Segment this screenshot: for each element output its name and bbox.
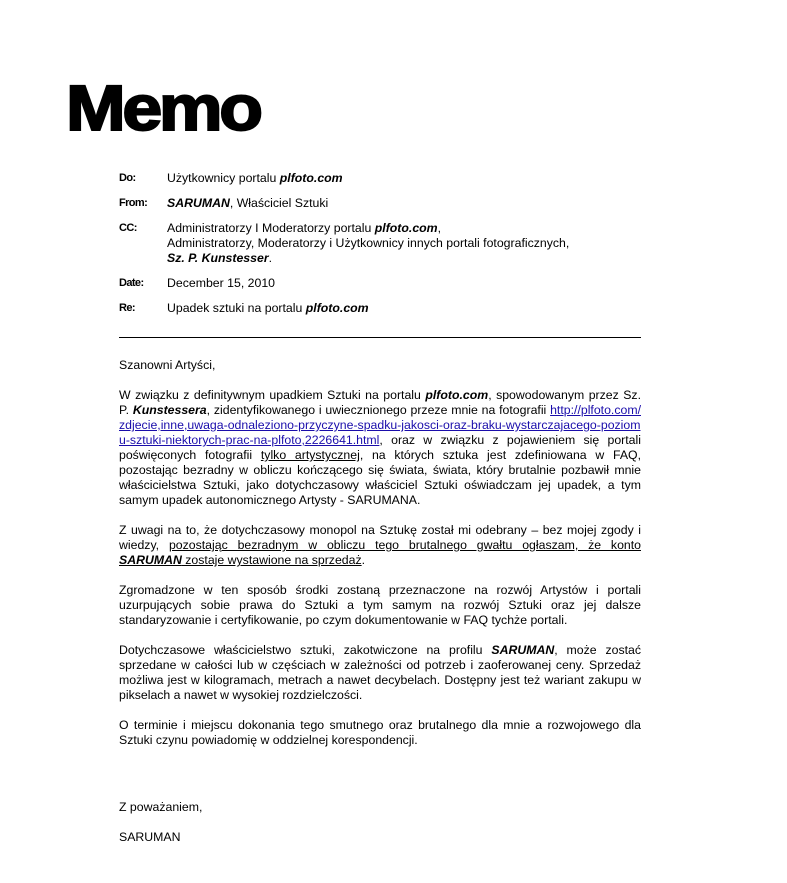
header-row-date bbox=[119, 276, 649, 291]
memo-closing bbox=[119, 800, 202, 860]
memo-title: Memo bbox=[66, 72, 260, 144]
signature: SARUMAN bbox=[119, 830, 181, 844]
regards: Z poważaniem, bbox=[119, 800, 203, 814]
p2-underlined-b: zostaje wystawione na sprzedaż bbox=[181, 553, 362, 567]
from-label: From: bbox=[119, 197, 148, 209]
cc-line1 bbox=[167, 221, 649, 236]
p2-text-a: Z uwagi na to, że dotychczasowy monopol na Sztukę został mi odebrany – bez mojej zgody i wiedzy, bbox=[119, 523, 641, 552]
header-row-cc bbox=[119, 221, 649, 266]
p1-text-h: , na których sztuka jest zdefiniowana w FAQ, pozostając bezradny w obliczu kończącego się świata, świata, który brutalnie pozbawił mnie właścicielstwa Sztuki, jako dotychczasowy właściciel Sztuki oświadczam jej upadek, a tym samym upadek autonomicznego Artysty - SARUMANA. bbox=[119, 448, 641, 507]
cc-line3-bold: Sz. P. Kunstesser bbox=[167, 251, 269, 265]
p4-bold-account: SARUMAN bbox=[491, 643, 555, 657]
to-bold: plfoto.com bbox=[279, 171, 343, 185]
cc-value bbox=[167, 221, 649, 266]
header-row-to bbox=[119, 171, 649, 186]
p4-text-c: , może zostać sprzedane w całości lub w częściach w zależności od potrzeb i zaoferowanej ceny. Sprzedaż możliwa jest w kilogramach, metrach a nawet decybelach. Dostępny jest też wariant zakupu w pikselach a nawet w wysokiej rozdzielczości. bbox=[119, 643, 641, 702]
p1-text-a: W związku z definitywnym upadkiem Sztuki na portalu bbox=[119, 388, 426, 402]
memo-body bbox=[119, 358, 641, 763]
to-label: Do: bbox=[119, 172, 136, 184]
photo-link[interactable]: http://plfoto.com/zdjecie,inne,uwaga-odnaleziono-przyczyne-spadku-jakosci-oraz-braku-wystarczajacego-poziomu-sztuki-niektorych-prac-na-plfoto,2226641.html bbox=[119, 403, 641, 447]
memo-header bbox=[119, 171, 649, 326]
cc-label: CC: bbox=[119, 222, 137, 234]
cc-line1-bold: plfoto.com bbox=[374, 221, 438, 235]
cc-line3 bbox=[167, 251, 649, 266]
re-bold: plfoto.com bbox=[305, 301, 369, 315]
re-value bbox=[167, 301, 649, 316]
re-prefix: Upadek sztuki na portalu bbox=[167, 301, 306, 315]
from-rest: , Właściciel Sztuki bbox=[229, 196, 329, 210]
paragraph-4 bbox=[119, 643, 641, 703]
date-label: Date: bbox=[119, 277, 144, 289]
p1-underlined: tylko artystycznej bbox=[260, 448, 360, 462]
cc-line2: Administratorzy, Moderatorzy i Użytkownicy innych portali fotograficznych, bbox=[167, 236, 570, 250]
header-divider bbox=[119, 337, 641, 338]
header-row-re bbox=[119, 301, 649, 316]
from-value bbox=[167, 196, 649, 211]
paragraph-2 bbox=[119, 523, 641, 568]
cc-line1-prefix: Administratorzy I Moderatorzy portalu bbox=[167, 221, 375, 235]
cc-line1-suffix: , bbox=[437, 221, 442, 235]
p2-underlined-a: pozostając bezradnym w obliczu tego brutalnego gwałtu ogłaszam, że konto bbox=[168, 538, 641, 552]
greeting: Szanowni Artyści, bbox=[119, 358, 216, 372]
p1-bold-site: plfoto.com bbox=[425, 388, 489, 402]
p1-text-c: , spowodowanym przez Sz. P. bbox=[119, 388, 641, 417]
p2-text-e: . bbox=[361, 553, 366, 567]
to-value bbox=[167, 171, 649, 186]
date-value: December 15, 2010 bbox=[167, 276, 276, 290]
re-label: Re: bbox=[119, 302, 135, 314]
p4-text-a: Dotychczasowe właścicielstwo sztuki, zakotwiczone na profilu bbox=[119, 643, 492, 657]
p1-text-f: , oraz w związku z pojawieniem się portali poświęconych fotografii bbox=[119, 433, 641, 462]
p2-bold-account: SARUMAN bbox=[119, 553, 182, 567]
header-row-from bbox=[119, 196, 649, 211]
paragraph-5: O terminie i miejscu dokonania tego smutnego oraz brutalnego dla mnie a rozwojowego dla Sztuki czynu powiadomię w oddzielnej korespondencji. bbox=[119, 718, 641, 747]
p1-text-e: , zidentyfikowanego i uwiecznionego przeze mnie na fotografii bbox=[206, 403, 551, 417]
p1-bold-name: Kunstessera bbox=[132, 403, 207, 417]
to-prefix: Użytkownicy portalu bbox=[167, 171, 280, 185]
from-bold: SARUMAN bbox=[167, 196, 230, 210]
paragraph-3: Zgromadzone w ten sposób środki zostaną przeznaczone na rozwój Artystów i portali uzurpujących sobie prawa do Sztuki a tym samym na rozwój Sztuki oraz jej dalsze standaryzowanie i certyfikowanie, po czym dokumentowanie w FAQ tychże portali. bbox=[119, 583, 641, 627]
paragraph-1 bbox=[119, 388, 641, 508]
cc-line3-suffix: . bbox=[268, 251, 273, 265]
